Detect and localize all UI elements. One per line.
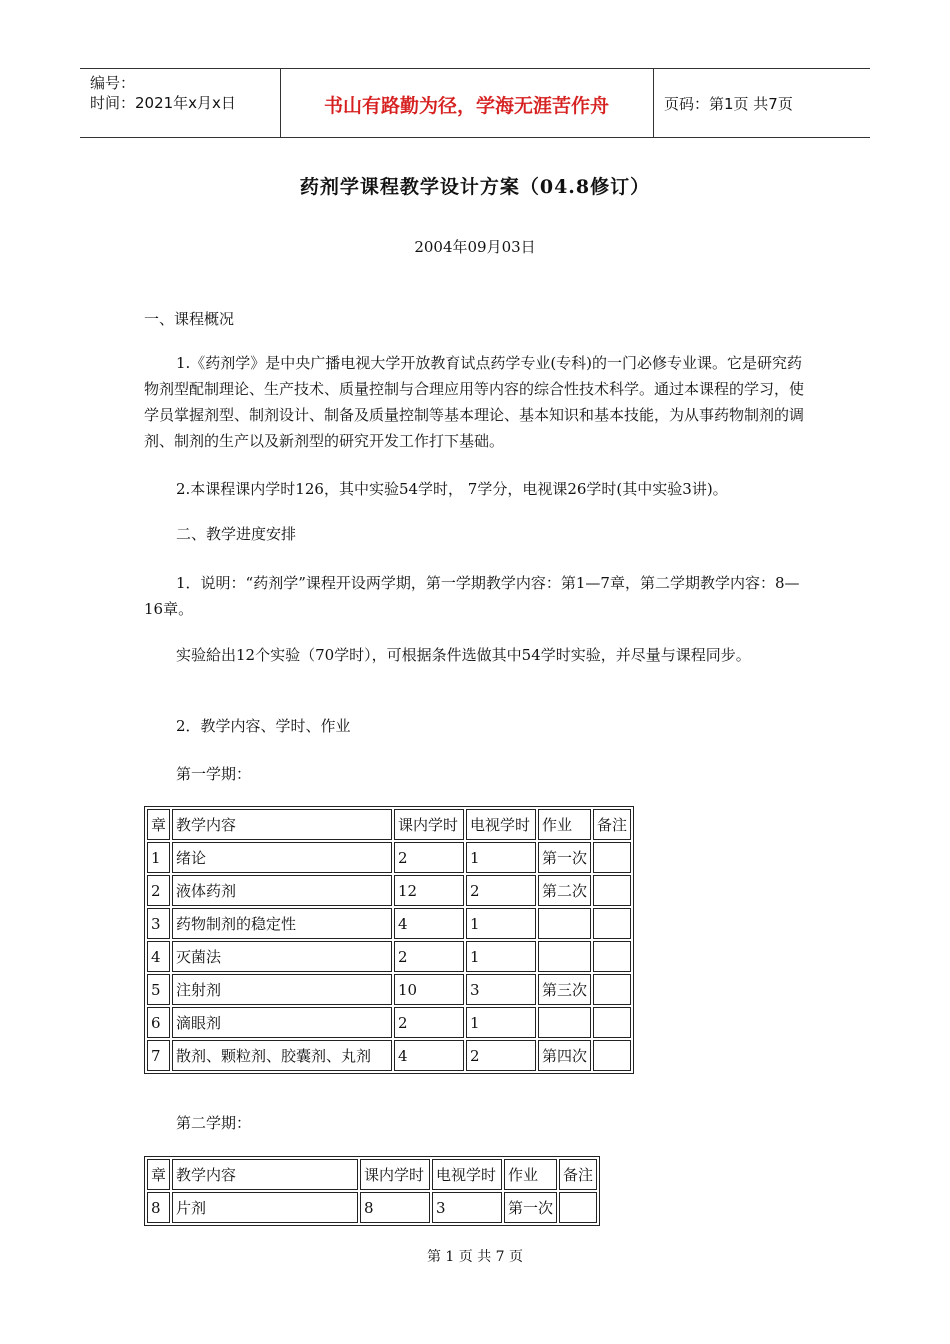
table-cell: 第四次 [538, 1040, 591, 1071]
table-cell [593, 1040, 631, 1071]
table-header-row [147, 809, 631, 840]
table-header-cell: 课内学时 [360, 1159, 430, 1190]
table-header-cell: 课内学时 [394, 809, 464, 840]
table-header-cell: 作业 [538, 809, 591, 840]
table-cell: 3 [432, 1192, 502, 1223]
table-cell: 1 [466, 908, 536, 939]
table-cell: 8 [147, 1192, 170, 1223]
table-cell [593, 842, 631, 873]
table-header-cell: 备注 [593, 809, 631, 840]
table-cell: 第三次 [538, 974, 591, 1005]
document-date: 2004年09月03日 [414, 238, 536, 256]
table-row [147, 974, 631, 1005]
table-cell: 10 [394, 974, 464, 1005]
table-cell: 2 [466, 1040, 536, 1071]
term2-course-table [144, 1156, 600, 1226]
paragraph: 2．教学内容、学时、作业 [176, 717, 351, 735]
table-cell: 注射剂 [172, 974, 392, 1005]
table-cell: 第一次 [504, 1192, 557, 1223]
table-cell [593, 1007, 631, 1038]
table-cell: 2 [394, 1007, 464, 1038]
table-cell: 6 [147, 1007, 170, 1038]
header-divider [653, 69, 654, 137]
table-header-cell: 电视学时 [466, 809, 536, 840]
table-header-cell: 电视学时 [432, 1159, 502, 1190]
table-cell: 12 [394, 875, 464, 906]
table-cell: 1 [466, 842, 536, 873]
table-cell: 片剂 [172, 1192, 358, 1223]
table-cell: 液体药剂 [172, 875, 392, 906]
table-row [147, 875, 631, 906]
table-cell [593, 941, 631, 972]
document-title: 药剂学课程教学设计方案（04.8修订） [299, 176, 651, 198]
table-cell [593, 875, 631, 906]
header-meta [90, 73, 236, 113]
table-cell: 8 [360, 1192, 430, 1223]
table-cell [593, 974, 631, 1005]
header-motto: 书山有路勤为径，学海无涯苦作舟 [323, 95, 609, 117]
table-row [147, 941, 631, 972]
table-header-cell: 备注 [559, 1159, 597, 1190]
table-cell: 1 [466, 1007, 536, 1038]
table-cell: 5 [147, 974, 170, 1005]
header-page-info: 页码：第1页 共7页 [664, 95, 793, 113]
time-label: 时间：2021年x月x日 [90, 94, 236, 112]
table-cell: 7 [147, 1040, 170, 1071]
table-cell [559, 1192, 597, 1223]
term-label: 第二学期： [176, 1114, 252, 1132]
term1-course-table [144, 806, 634, 1074]
section-heading: 二、教学进度安排 [176, 525, 297, 543]
table-header-cell: 章 [147, 809, 170, 840]
table-cell: 散剂、颗粒剂、胶囊剂、丸剂 [172, 1040, 392, 1071]
table-cell [538, 1007, 591, 1038]
table-header-cell: 作业 [504, 1159, 557, 1190]
table-cell: 第一次 [538, 842, 591, 873]
table-cell: 2 [147, 875, 170, 906]
table-row [147, 842, 631, 873]
table-cell [593, 908, 631, 939]
table-cell: 绪论 [172, 842, 392, 873]
table-cell: 灭菌法 [172, 941, 392, 972]
table-cell [538, 908, 591, 939]
table-row [147, 1040, 631, 1071]
paragraph: 1.《药剂学》是中央广播电视大学开放教育试点药学专业(专科)的一门必修专业课。它是研究药物剂型配制理论、生产技术、质量控制与合理应用等内容的综合性技术科学。通过本课程的学习，使学员掌握剂型、制剂设计、制备及质量控制等基本理论、基本知识和基本技能，为从事药物制剂的调剂、制剂的生产以及新剂型的研究开发工作打下基础。 [144, 354, 805, 450]
table-row [147, 908, 631, 939]
table-row [147, 1007, 631, 1038]
table-cell [538, 941, 591, 972]
table-header-cell: 章 [147, 1159, 170, 1190]
table-header-row [147, 1159, 597, 1190]
table-row [147, 1192, 597, 1223]
number-label: 编号： [90, 74, 136, 92]
section-heading: 一、课程概况 [144, 310, 235, 328]
table-cell: 2 [466, 875, 536, 906]
paragraph: 实验給出12个实验（70学时），可根据条件选做其中54学时实验，并尽量与课程同步。 [176, 646, 751, 664]
table-cell: 3 [466, 974, 536, 1005]
table-cell: 第二次 [538, 875, 591, 906]
table-cell: 3 [147, 908, 170, 939]
table-header-cell: 教学内容 [172, 809, 392, 840]
table-cell: 2 [394, 941, 464, 972]
table-cell: 4 [147, 941, 170, 972]
paragraph: 2.本课程课内学时126，其中实验54学时， 7学分，电视课26学时(其中实验3讲)。 [176, 480, 728, 498]
term-label: 第一学期： [176, 765, 252, 783]
table-cell: 2 [394, 842, 464, 873]
page-header [80, 68, 870, 138]
table-cell: 1 [147, 842, 170, 873]
table-cell: 1 [466, 941, 536, 972]
table-cell: 药物制剂的稳定性 [172, 908, 392, 939]
paragraph: 1．说明：“药剂学”课程开设两学期，第一学期教学内容：第1—7章，第二学期教学内容：8—16章。 [144, 574, 800, 618]
table-header-cell: 教学内容 [172, 1159, 358, 1190]
table-cell: 滴眼剂 [172, 1007, 392, 1038]
table-cell: 4 [394, 908, 464, 939]
table-cell: 4 [394, 1040, 464, 1071]
page-footer: 第 1 页 共 7 页 [426, 1249, 524, 1265]
